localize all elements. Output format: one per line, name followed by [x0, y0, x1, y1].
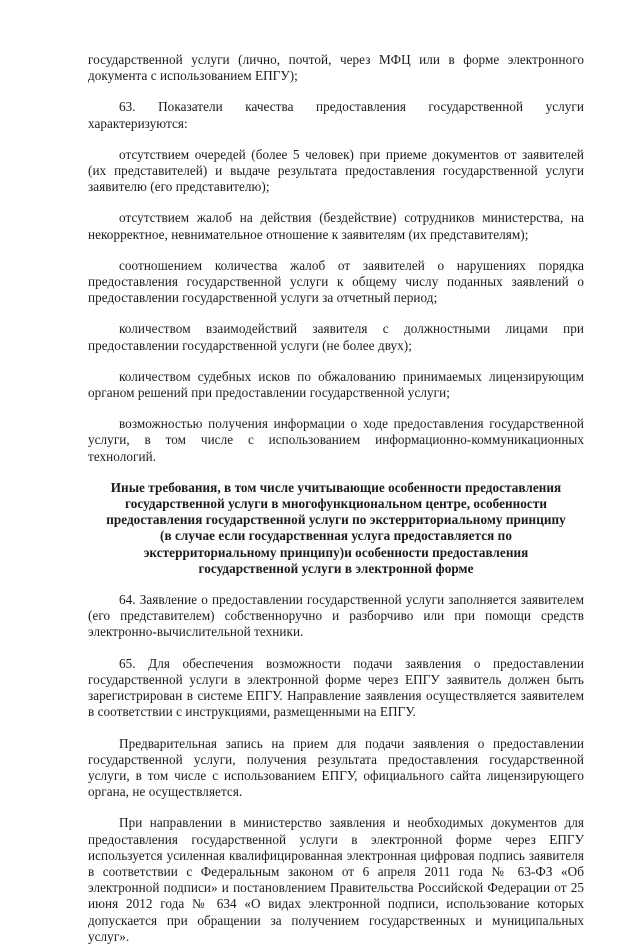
- paragraph-preliminary-booking: Предварительная запись на прием для подачи заявления о предоставлении государственной услуги, получения результата предоставления государственной услуги, в том числе с использованием ЕПГУ, официального сайта лицензирующего органа, не осуществляется.: [88, 735, 584, 800]
- paragraph-court-claims: количеством судебных исков по обжалованию принимаемых лицензирующим органом решений при предоставлении государственной услуги;: [88, 368, 584, 401]
- paragraph-65: 65. Для обеспечения возможности подачи заявления о предоставлении государственной услуги в электронной форме через ЕПГУ заявитель должен быть зарегистрирован в системе ЕПГУ. Направление заявления осуществляется заявителем в соответствии с инструкциями, размещенными на ЕПГУ.: [88, 655, 584, 720]
- paragraph-64: 64. Заявление о предоставлении государственной услуги заполняется заявителем (его представителем) собственноручно и разборчиво или при помощи средств электронно-вычислительной техники.: [88, 592, 584, 640]
- paragraph-complaint-ratio: соотношением количества жалоб от заявителей о нарушениях порядка предоставления государственной услуги к общему числу поданных заявлений о предоставлении государственной услуги за отчетный период;: [88, 257, 584, 306]
- section-heading: Иные требования, в том числе учитывающие особенности предоставления государственной услуги в многофункциональном центре, особенности предоставления государственной услуги по экстерриториальному принципу (в случае если государственная услуга предоставляется по экстерриториальному принципу)и особенности предоставления государственной услуги в электронной форме: [106, 479, 566, 576]
- paragraph-information-access: возможностью получения информации о ходе предоставления государственной услуги, в том числе с использованием информационно-коммуникационных технологий.: [88, 416, 584, 464]
- paragraph-interactions: количеством взаимодействий заявителя с должностными лицами при предоставлении государственной услуги (не более двух);: [88, 321, 584, 353]
- document-page: [88, 52, 584, 945]
- paragraph-no-complaints: отсутствием жалоб на действия (бездействие) сотрудников министерства, на некорректное, невнимательное отношение к заявителям (их представителям);: [88, 210, 584, 242]
- paragraph-no-queues: отсутствием очередей (более 5 человек) при приеме документов от заявителей (их представителей) и выдаче результата предоставления государственной услуги заявителю (его представителю);: [88, 146, 584, 195]
- paragraph-electronic-signature: При направлении в министерство заявления и необходимых документов для предоставления государственной услуги в электронной форме через ЕПГУ используется усиленная квалифицированная электронная цифровая подпись заявителя в соответствии с Федеральным законом от 6 апреля 2011 года № 63-ФЗ «Об электронной подписи» и постановлением Правительства Российской Федерации от 25 июня 2012 года № 634 «О видах электронной подписи, использование которых допускается при обращении за получением государственных и муниципальных услуг».: [88, 815, 584, 944]
- paragraph-continuation: государственной услуги (лично, почтой, через МФЦ или в форме электронного документа с использованием ЕПГУ);: [88, 52, 584, 84]
- paragraph-63-intro: 63. Показатели качества предоставления государственной услуги характеризуются:: [88, 99, 584, 131]
